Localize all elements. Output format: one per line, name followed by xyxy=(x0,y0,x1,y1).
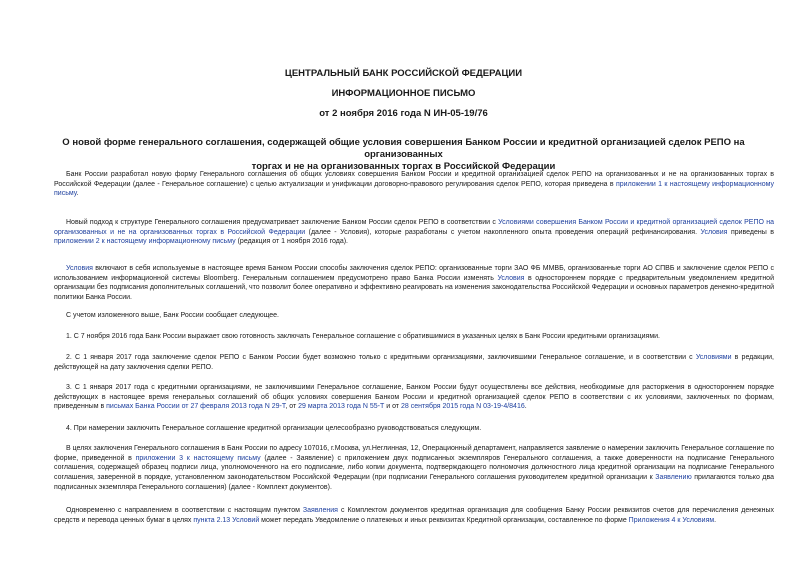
link-letter-29t[interactable]: письмах Банка России от 27 февраля 2013 года N 29-Т xyxy=(106,403,286,411)
paragraph-text: . xyxy=(714,516,717,524)
document-subject xyxy=(40,137,767,173)
paragraph-text: 2. С 1 января 2017 года заключение сделок РЕПО с Банком России будет возможно только с кредитными организациями, заключившими Генеральное соглашение, и в соответствии с xyxy=(66,354,696,361)
document-type: ИНФОРМАЦИОННОЕ ПИСЬМО xyxy=(331,88,476,99)
paragraph-text: 3. С 1 января 2017 года с кредитными организациями, не заключившими Генеральное соглашение, Банком России будут осуществлены все действия, необходимые для расторжения в одностороннем порядке действующих в настоящее время генеральных соглашений об общих условиях совершения Банком России и кредитной организацией сделок РЕПО в соответствии с их условиями, заключенных по формам, приведенным в xyxy=(54,384,774,411)
paragraph-text: приведены в xyxy=(727,228,774,236)
paragraph-text: , от xyxy=(285,403,299,411)
link-appendix-2[interactable]: приложении 2 к настоящему информационному письму xyxy=(54,238,236,246)
link-clause-2-13[interactable]: пункта 2.13 xyxy=(193,516,231,524)
subject-line-1: О новой форме генерального соглашения, содержащей общие условия совершения Банком России и кредитной организацией сделок РЕПО на организованных xyxy=(62,137,745,160)
paragraph-text: в одностороннем порядке с предварительным уведомлением кредитной организации без подписания дополнительных соглашений, что позволит более оперативно и эффективно реагировать на изменения законодательства Российской Федерации и основных параметров денежно-кредитной политики Банка России. xyxy=(54,274,774,302)
link-conditions[interactable]: Условия xyxy=(497,274,525,282)
link-conditions[interactable]: Условий xyxy=(232,516,260,524)
link-conditions[interactable]: Условиями xyxy=(695,354,732,361)
paragraph-2 xyxy=(54,218,774,247)
paragraph-8: 4. При намерении заключить Генеральное соглашение кредитной организации целесообразно руководствоваться следующим. xyxy=(66,425,482,432)
paragraph-text: Одновременно с направлением в соответствии с настоящим пунктом xyxy=(66,507,303,514)
paragraph-text: . xyxy=(524,403,527,411)
paragraph-text: и от xyxy=(384,403,401,411)
paragraph-5: 1. С 7 ноября 2016 года Банк России выражает свою готовность заключать Генеральное соглашение с обратившимися в указанных целях в Банк России кредитными организациями. xyxy=(66,333,660,340)
paragraph-text: Банк России разработал новую форму Генерального соглашения об общих условиях совершения Банком России и кредитной организацией сделок РЕПО на организованных и не на организованных торгах в Российской Федерации (далее - Генеральное соглашение) с целью актуализации и унификации договорно-правового регулирования сделок РЕПО, которая приведена в xyxy=(54,171,774,188)
paragraph-text: В целях заключения Генерального соглашения в Банк России по адресу 107016, г.Москва, ул.Неглинная, 12, Операционный департамент, направляется заявление о намерении заключить Генеральное соглашение по форме, приведенной в xyxy=(54,445,774,462)
subject-line-2: торгах и не на организованных торгах в Российской Федерации xyxy=(251,161,556,172)
paragraph-9 xyxy=(54,444,774,493)
document-date-number: от 2 ноября 2016 года N ИН-05-19/76 xyxy=(319,108,488,119)
paragraph-text: включают в себя используемые в настоящее время Банком России способы заключения сделок РЕПО: организованные торги ЗАО ФБ ММВБ, организованные торги АО СПВБ и заключение сделок РЕПО с использованием информационной системы Bloomberg. Генеральным соглашением предусмотрено право Банка России изменять xyxy=(54,265,774,282)
link-appendix-1[interactable]: приложении 1 к настоящему информационному письму xyxy=(54,180,774,198)
paragraph-text: прилагаются только два подписанных экземпляра Генерального соглашения) (далее - Комплект документов). xyxy=(54,474,775,491)
paragraph-7 xyxy=(54,383,774,412)
paragraph-3 xyxy=(54,264,774,303)
paragraph-text: . xyxy=(76,190,79,198)
paragraph-text: Новый подход к структуре Генерального соглашения предусматривает заключение Банком России сделок РЕПО в соответствии с xyxy=(66,219,499,226)
paragraph-6 xyxy=(54,353,774,372)
link-letter-55t[interactable]: 29 марта 2013 года N 55-Т xyxy=(298,403,385,411)
paragraph-text: (далее - Условия), которые разработаны с учетом накопленного опыта проведения операций рефинансирования. xyxy=(305,228,701,236)
paragraph-text: с Комплектом документов кредитная организация для сообщения Банку России реквизитов счетов для перечисления денежных средств и перевода ценных бумаг в целях xyxy=(54,507,774,524)
link-appendix-3[interactable]: приложении 3 к настоящему письму xyxy=(135,454,261,462)
link-conditions[interactable]: Условия xyxy=(66,265,93,272)
paragraph-text: (редакция от 1 ноября 2016 года). xyxy=(235,238,349,246)
link-appendix-4[interactable]: Приложения 4 к Условиям xyxy=(628,516,715,524)
link-repo-conditions[interactable]: Условиями совершения Банком России и кредитной организацией сделок РЕПО на организованных и не на организованных торгах в Российской Федерации xyxy=(54,219,774,236)
link-application[interactable]: Заявлению xyxy=(655,474,692,482)
issuer-title: ЦЕНТРАЛЬНЫЙ БАНК РОССИЙСКОЙ ФЕДЕРАЦИИ xyxy=(284,68,523,79)
paragraph-text: может передать Уведомление о платежных и иных реквизитах Кредитной организации, составленное по форме xyxy=(259,516,629,524)
link-conditions[interactable]: Условия xyxy=(700,228,728,236)
paragraph-4: С учетом изложенного выше, Банк России сообщает следующее. xyxy=(66,312,279,319)
paragraph-10 xyxy=(54,506,774,525)
paragraph-text: (далее - Заявление) с приложением двух подписанных экземпляров Генерального соглашения, а также доверенности на подписание Генерального соглашения, содержащей образец подписи лица, уполномоченного на его подписание, либо копии документа, подтверждающего полномочия должностного лица кредитной организации на подписание Генерального соглашения, заверенной в порядке, установленном законодательством Российской Федерации (при подписании Генерального соглашения руководителем кредитной организации к xyxy=(54,454,774,482)
link-letter-8416[interactable]: 28 сентября 2015 года N 03-19-4/8416 xyxy=(400,403,525,411)
paragraph-1 xyxy=(54,170,774,199)
paragraph-text: в редакции, действующей на дату заключения сделки РЕПО. xyxy=(54,354,774,371)
link-application[interactable]: Заявления xyxy=(302,507,338,514)
